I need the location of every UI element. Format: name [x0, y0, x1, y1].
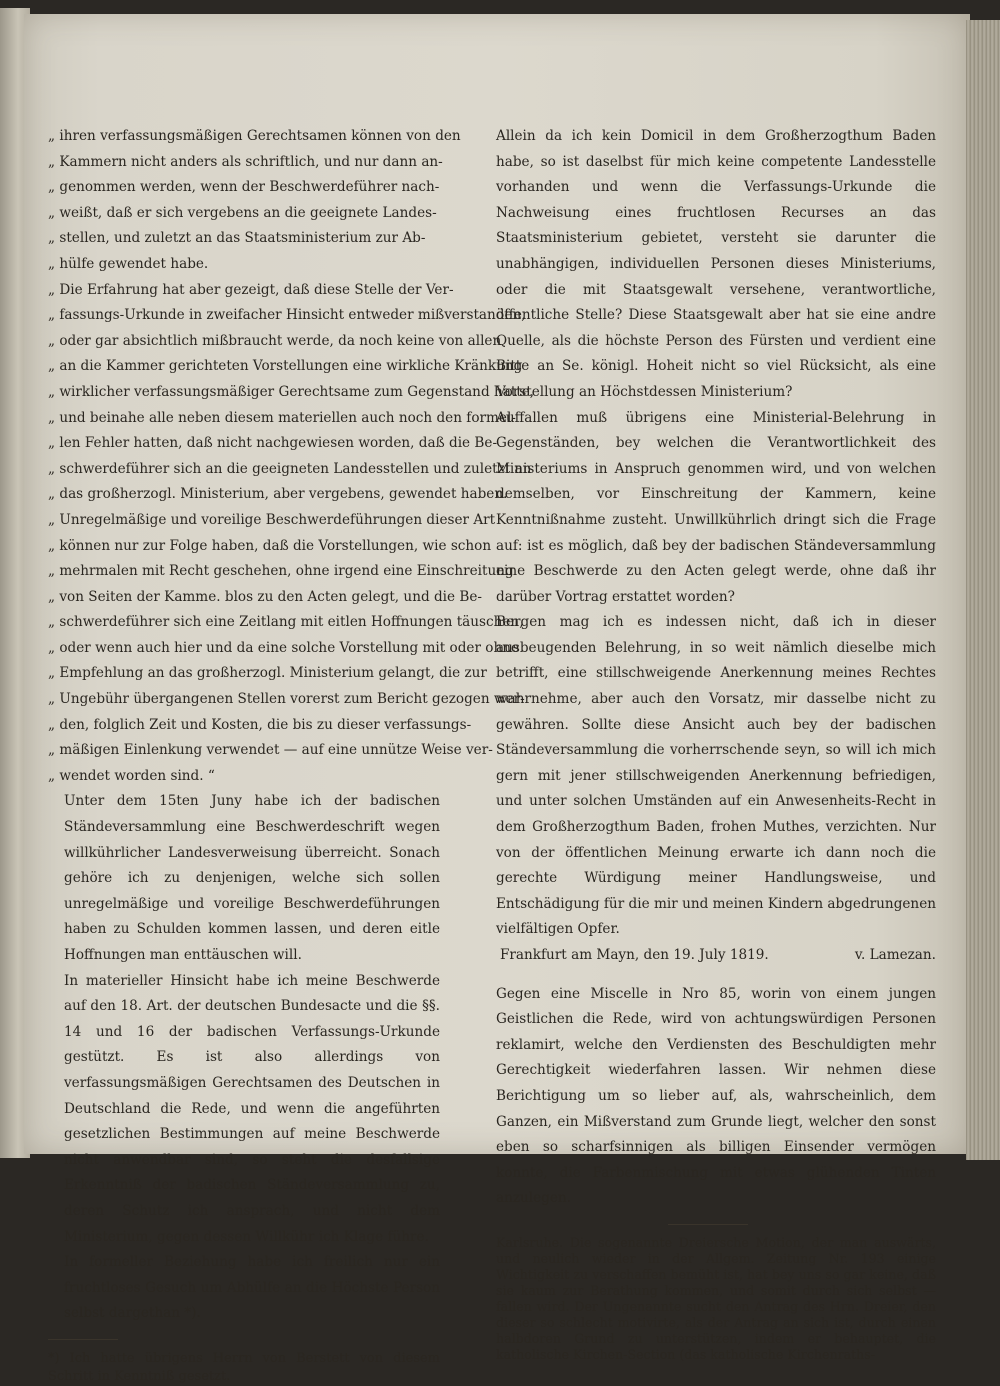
text-line: „ das großherzogl. Ministerium, aber vergebens, gewendet haben. [48, 486, 508, 503]
footnote-divider [48, 1339, 118, 1340]
text-line: „ Unregelmäßige und voreilige Beschwerdeführungen dieser Art [48, 511, 496, 528]
paragraph: In formeller Beziehung habe ich freilich nur ein fruchtloses Gesuch um Abhülfe an die Höchste Person selbst dargethan *). [64, 1254, 440, 1322]
text-line: „ wendet worden sind. “ [48, 767, 215, 784]
quoted-passage [48, 124, 535, 789]
text-line: „ mehrmalen mit Recht geschehen, ohne irgend eine Einschreitung [48, 563, 514, 580]
text-line: „ wirklicher verfassungsmäßiger Gerechtsame zum Gegenstand hatte, [48, 383, 535, 400]
text-line: „ Kammern nicht anders als schriftlich, und nur dann an- [48, 153, 443, 170]
text-line: „ hülfe gewendet habe. [48, 255, 209, 272]
text-line: „ und beinahe alle neben diesem materiellen auch noch den formel- [48, 409, 516, 426]
text-line: „ an die Kammer gerichteten Vorstellungen eine wirkliche Kränkung [48, 358, 523, 375]
section-divider [668, 1224, 748, 1225]
text-line: „ oder gar absichtlich mißbraucht werde, da noch keine von allen [48, 332, 502, 349]
dateline: Frankfurt am Mayn, den 19. July 1819. [500, 947, 769, 963]
text-line: „ weißt, daß er sich vergebens an die geeignete Landes- [48, 204, 437, 221]
text-line: „ fassungs-Urkunde in zweifacher Hinsicht entweder mißverstanden, [48, 307, 526, 324]
text-line: „ Empfehlung an das großherzogl. Ministerium gelangt, die zur [48, 665, 487, 682]
paragraph: Gegen eine Miscelle in Nro 85, worin von einem jungen Geistlichen die Rede, wird von achtungswürdigen Personen reklamirt, welche den Verdiensten des Beschuldigten mehr Gerechtigkeit wiederfahren lassen. Wir nehmen diese Berichtigung um so lieber auf, als, wahrscheinlich, dem Ganzen, ein Mißverstand zum Grunde liegt, welcher den sonst eben so scharfsinnigen als billigen Einsender vermögen konnte, die Farbenmischung mit etwas glühenden Tinten anzulegen. [496, 985, 936, 1207]
text-line: „ können nur zur Folge haben, daß die Vorstellungen, wie schon [48, 537, 492, 554]
text-line: „ genommen werden, wenn der Beschwerdeführer nach- [48, 179, 440, 196]
footnote: *) Ich hatte übrigens Herrn von Berstett von diesem Schritt in Kenntniß gesetzt. [48, 1350, 440, 1384]
right-column [480, 124, 936, 1363]
signature: v. Lamezan. [854, 947, 936, 963]
paragraph: Unter dem 15ten Juny habe ich der badischen Ständeversammlung eine Beschwerdeschrift wegen willkührlicher Landesverweisung überreicht. Sonach gehöre ich zu denjenigen, welche sich sollen unregelmäßige und voreilige Beschwerdeführungen haben zu Schulden kommen lassen, und deren eitle Hoffnungen man enttäuschen will. [64, 793, 440, 963]
text-line: „ den, folglich Zeit und Kosten, die bis zu dieser verfassungs- [48, 716, 472, 733]
text-line: „ oder wenn auch hier und da eine solche Vorstellung mit oder ohne [48, 639, 520, 656]
text-line: „ schwerdeführer sich an die geeigneten Landesstellen und zuletzt an [48, 460, 532, 477]
paragraph: Bergen mag ich es indessen nicht, daß ich in dieser ausbeugenden Belehrung, in so weit nämlich dieselbe mich betrifft, eine stillschweigende Anerkennung meines Rechtes wahrnehme, aber auch den Vorsatz, mir dasselbe nicht zu gewähren. Sollte diese Ansicht auch bey der badischen Ständeversammlung die vorherrschende seyn, so will ich mich gern mit jener stillschweigenden Anerkennung befriedigen, und unter solchen Umständen auf ein Anwesenheits-Recht in dem Großherzogthum Baden, frohen Muthes, verzichten. Nur von der öffentlichen Meinung erwarte ich dann noch die gerechte Würdigung meiner Handlungsweise, und Entschädigung für die mir und meinen Kindern abgedrungenen vielfältigen Opfer. [496, 614, 936, 938]
paragraph: Allein da ich kein Domicil in dem Großherzogthum Baden habe, so ist daselbst für mich keine competente Landesstelle vorhanden und wenn die Verfassungs-Urkunde die Nachweisung eines fruchtlosen Recurses an das Staatsministerium gebietet, versteht sie darunter die unabhängigen, individuellen Personen dieses Ministeriums, oder die mit Staatsgewalt versehene, verantwortliche, öffentliche Stelle? Diese Staatsgewalt aber hat sie eine andre Quelle, als die höchste Person des Fürsten und verdient eine Bitte an Se. königl. Hoheit nicht so viel Rücksicht, als eine Vorstellung an Höchstdessen Ministerium? [496, 128, 936, 400]
text-line: „ stellen, und zuletzt an das Staatsministerium zur Ab- [48, 230, 426, 247]
dateline-row [480, 943, 936, 969]
text-line: „ von Seiten der Kamme. blos zu den Acten gelegt, und die Be- [48, 588, 483, 605]
paragraph: Auffallen muß übrigens eine Ministerial-Belehrung in Gegenständen, bey welchen die Verantwortlichkeit des Ministeriums in Anspruch genommen wird, und von welchen demselben, vor Einschreitung der Kammern, keine Kenntnißnahme zusteht. Unwillkührlich dringt sich die Frage auf: ist es möglich, daß bey der badischen Ständeversammlung eine Beschwerde zu den Acten gelegt werde, ohne daß ihr darüber Vortrag erstattet worden? [496, 409, 936, 605]
text-line: „ mäßigen Einlenkung verwendet — auf eine unnütze Weise ver- [48, 742, 493, 759]
text-line: „ len Fehler hatten, daß nicht nachgewiesen worden, daß die Be- [48, 435, 498, 452]
paragraph: In materieller Hinsicht habe ich meine Beschwerde auf den 18. Art. der deutschen Bundesacte und die §§. 14 und 16 der badischen Verfassungs-Urkunde gestützt. Es ist also allerdings von verfassungsmäßigen Gerechtsamen des Deutschen in Deutschland die Rede, und wenn die angeführten gesetzlichen Bestimmungen auf meine Beschwerde nicht anwendbar sind, so steht die desfallsige Erkenntniß der badischen Ständeversammlung zu, deren Schutz ich ansprach, und nicht dem Ministerium, gegen dessen Willkühr ich Klage führe. [64, 972, 440, 1245]
page-stack-edge [966, 20, 1000, 1160]
text-line: „ Ungebühr übergangenen Stellen vorerst zum Bericht gezogen wer- [48, 691, 525, 708]
text-line: „ schwerdeführer sich eine Zeitlang mit eitlen Hoffnungen täuschen, [48, 614, 524, 631]
text-line: „ Die Erfahrung hat aber gezeigt, daß diese Stelle der Ver- [48, 281, 454, 298]
text-line: „ ihren verfassungsmäßigen Gerechtsamen können von den [48, 128, 461, 144]
left-column [48, 124, 535, 1386]
news-item-karlsruhe: Karlsruhe. Die sogenannte Dreiersche Motion, der man auswärts, und neulich wieder in der Allgem. Zeitung Nr. 193 einige Wichtigkeit zu verschaffen bemüht ist, hat bey uns so gar keine, daß sie kaum zur Berathung kommen, und somit durch sich selbst — fallen wird. Der Ungenannte sucht den Antrag des Hrn. Dreier, den dieser so schlecht motivirte, als der Antrag an sich ist, durch einen halbdoren Grund zu unterstützen, indem er behauptet, die katholische Kirchen-Section (das katholische Kirchenraths- [496, 1234, 936, 1362]
